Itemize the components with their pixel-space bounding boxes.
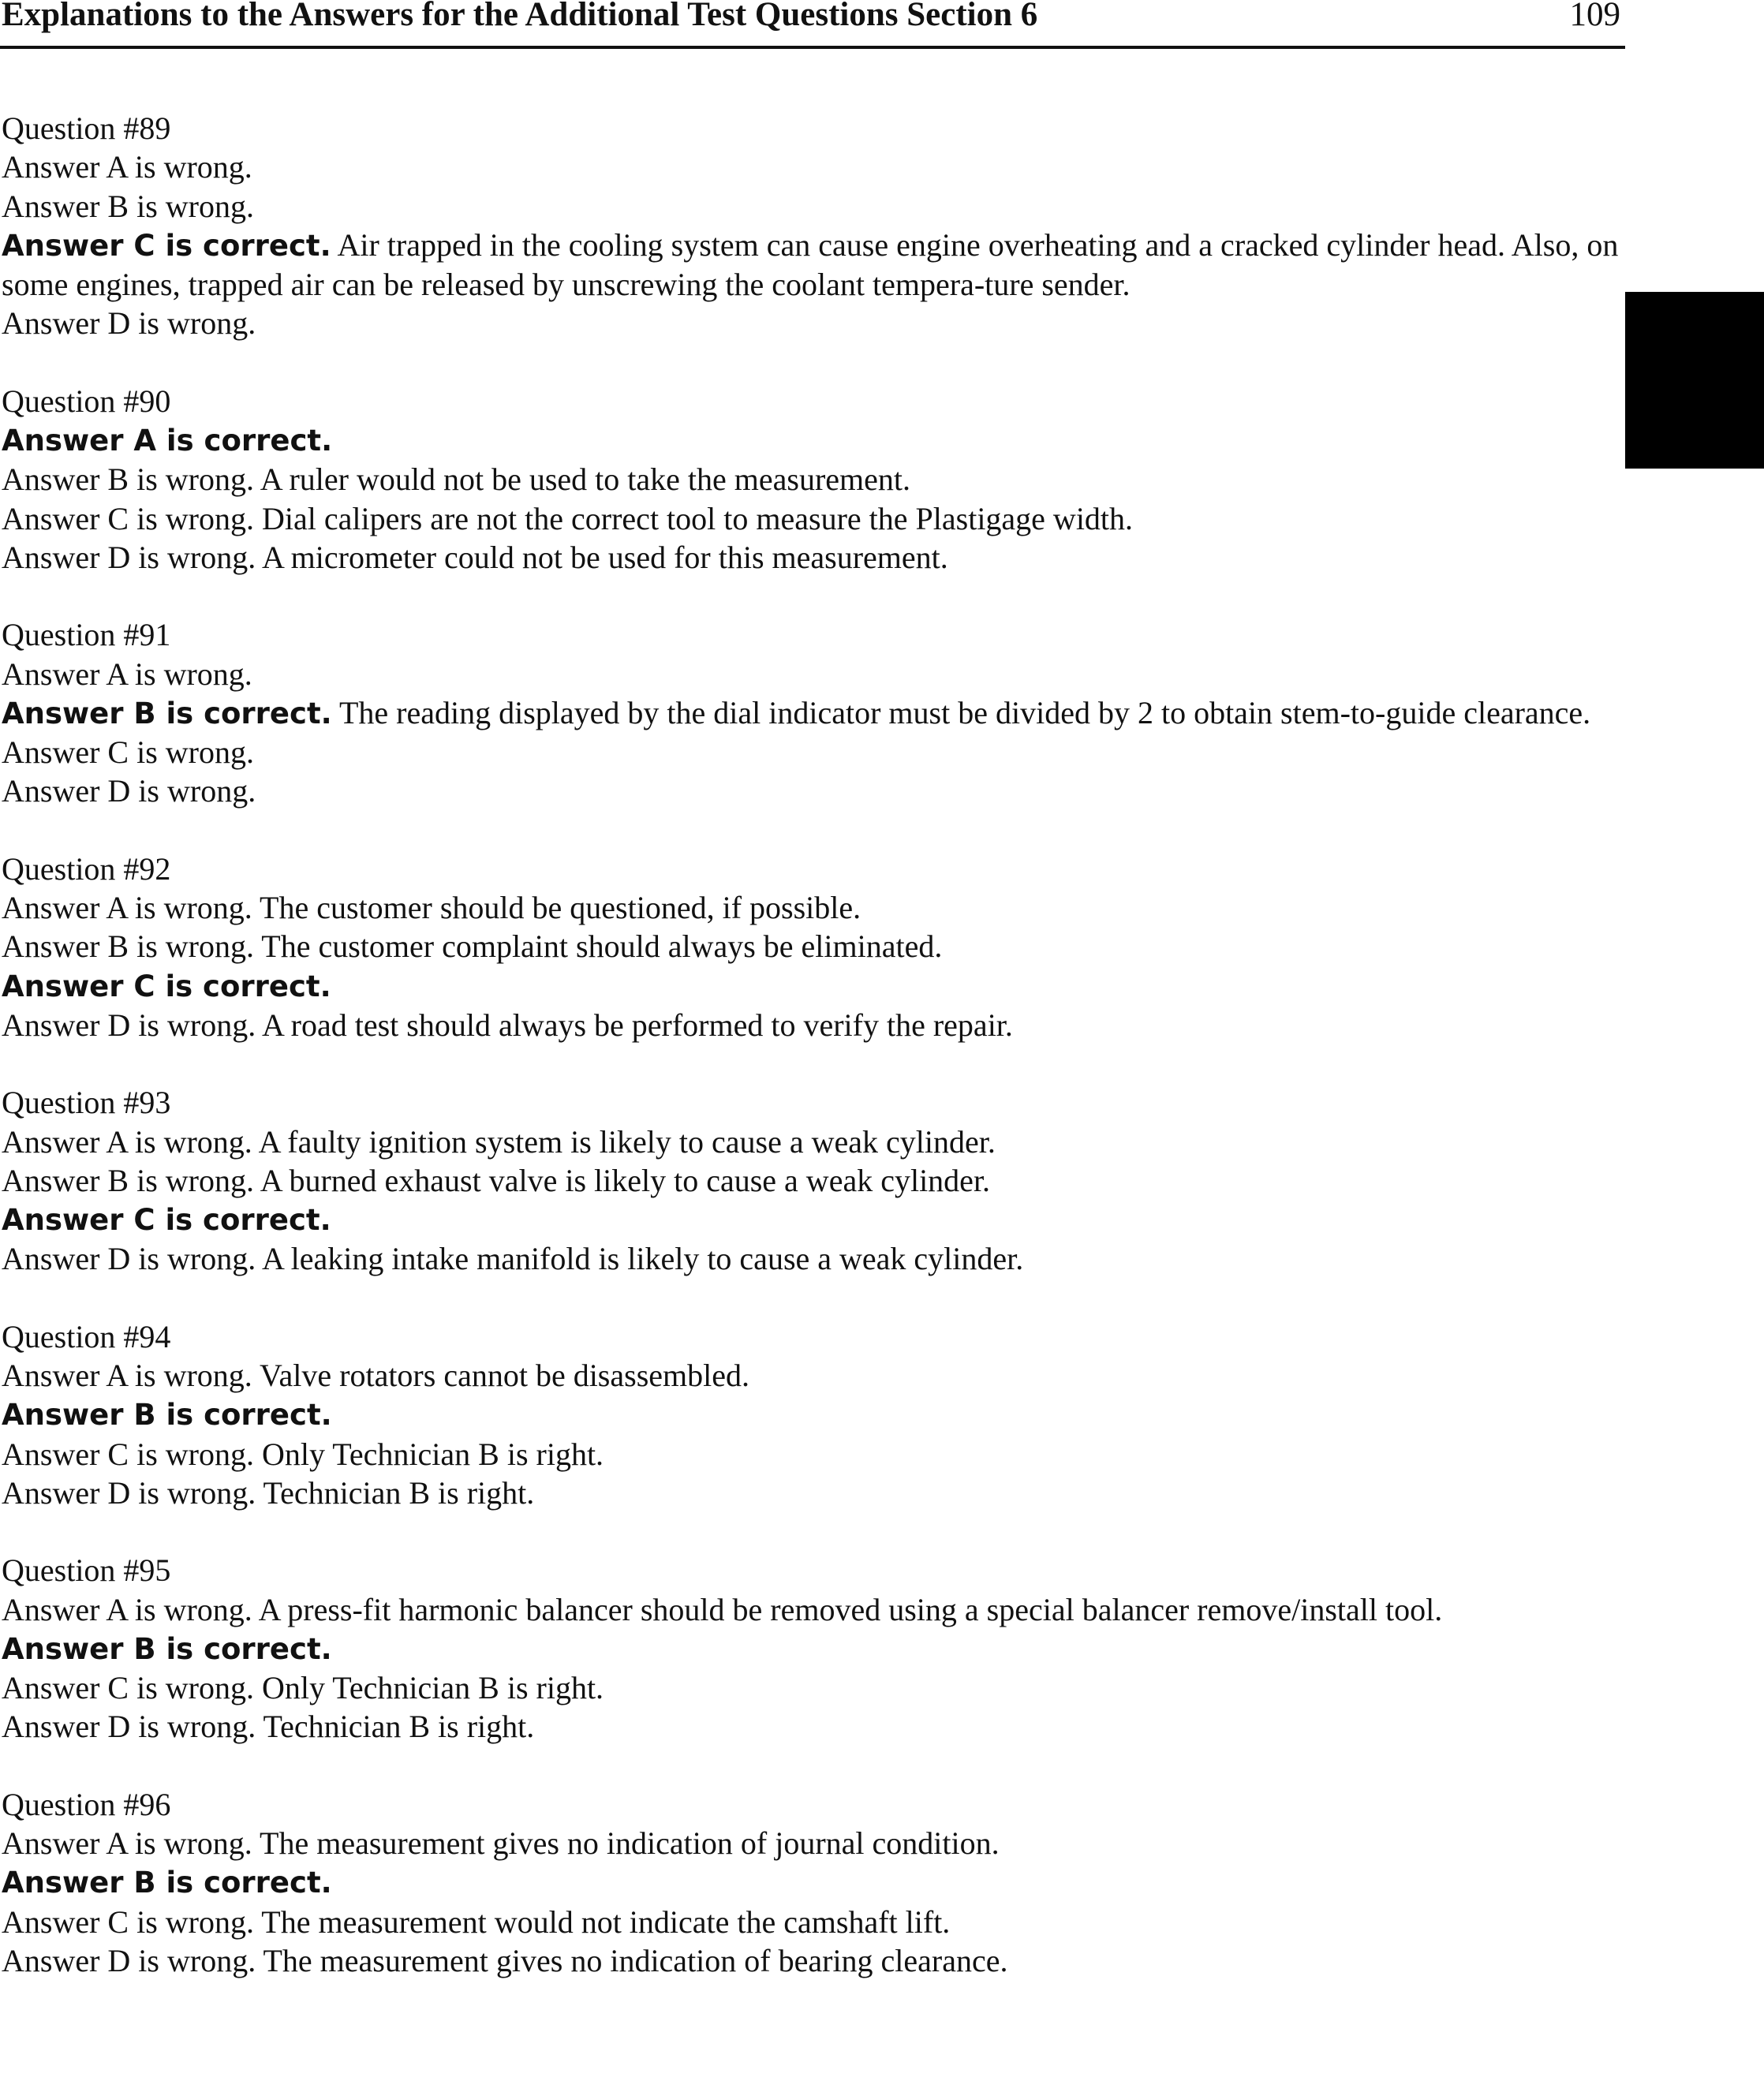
question-number: Question #92: [2, 850, 171, 887]
question-block: [2, 382, 1619, 577]
answer-lead: Answer C is wrong.: [2, 1903, 254, 1940]
answer-explanation: Only Technician B is right.: [253, 1670, 604, 1706]
answer-explanation: The reading displayed by the dial indicator must be divided by 2 to obtain stem-to-guide clearance.: [331, 694, 1591, 730]
answer-explanation: Technician B is right.: [256, 1709, 535, 1745]
answer-explanation: A leaking intake manifold is likely to cause a weak cylinder.: [256, 1241, 1024, 1277]
answer-line: [2, 966, 1619, 1006]
answer-line: [2, 1903, 1619, 1941]
answer-lead: Answer D is wrong.: [2, 539, 256, 575]
answer-explanation: Valve rotators cannot be disassembled.: [252, 1358, 749, 1394]
answer-explanation: Air trapped in the cooling system can cause engine overheating and a cracked cylinder head. Also, on some engines, trapped air can be released by unscrewing the coolant tempera-ture sender.: [2, 226, 1627, 303]
answer-line: [2, 1941, 1619, 1980]
answer-line: [2, 1824, 1619, 1862]
question-number: Question #93: [2, 1085, 171, 1121]
answer-explanation: A press-fit harmonic balancer should be removed using a special balancer remove/install tool.: [252, 1591, 1443, 1627]
correct-answer-lead: Answer B is correct.: [2, 1866, 332, 1900]
correct-answer-lead: Answer C is correct.: [2, 969, 331, 1003]
answer-explanation: The measurement gives no indication of journal condition.: [252, 1825, 1000, 1861]
answer-lead: Answer A is wrong.: [2, 1825, 252, 1861]
question-number: Question #94: [2, 1318, 171, 1354]
answer-line: [2, 1123, 1619, 1161]
correct-answer-lead: Answer B is correct.: [2, 1398, 332, 1433]
answer-line: [2, 1356, 1619, 1395]
answer-lead: Answer D is wrong.: [2, 1241, 256, 1277]
answer-explanation: Only Technician B is right.: [253, 1436, 604, 1472]
answer-explanation: A road test should always be performed to verify the repair.: [256, 1007, 1013, 1043]
answer-line: [2, 1629, 1619, 1668]
page-header: [0, 0, 1625, 49]
question-number: Question #89: [2, 110, 171, 146]
answer-line: [2, 1668, 1619, 1707]
answer-lead: Answer D is wrong.: [2, 1942, 256, 1978]
answer-lead: Answer A is wrong.: [2, 890, 252, 926]
correct-answer-lead: Answer C is correct.: [2, 228, 331, 263]
answer-lead: Answer B is wrong.: [2, 461, 254, 498]
answer-lead: Answer B is wrong.: [2, 1162, 254, 1198]
answer-line: [2, 420, 1619, 460]
answer-lead: Answer C is wrong.: [2, 1436, 254, 1472]
answer-line: [2, 187, 1619, 226]
question-block: [2, 1083, 1619, 1278]
correct-answer-lead: Answer B is correct.: [2, 1631, 332, 1666]
answer-explanation: Dial calipers are not the correct tool to measure the Plastigage width.: [253, 500, 1134, 536]
answer-explanation: A faulty ignition system is likely to cause a weak cylinder.: [252, 1123, 996, 1160]
answer-line: [2, 927, 1619, 966]
answer-lead: Answer C is wrong.: [2, 500, 254, 536]
answer-line: [2, 655, 1619, 693]
answer-line: [2, 693, 1619, 733]
answer-lead: Answer C is wrong.: [2, 734, 254, 771]
answer-line: [2, 1161, 1619, 1200]
answer-line: [2, 1590, 1619, 1629]
answer-lead: Answer B is wrong.: [2, 928, 254, 965]
answer-explanation: The customer should be questioned, if possible.: [252, 890, 861, 926]
answer-explanation: The customer complaint should always be eliminated.: [253, 928, 943, 965]
answer-line: [2, 1474, 1619, 1512]
answer-line: [2, 1006, 1619, 1044]
answer-lead: Answer A is wrong.: [2, 1591, 252, 1627]
answer-line: [2, 538, 1619, 577]
question-block: [2, 1785, 1619, 1980]
question-number: Question #96: [2, 1786, 171, 1822]
answer-explanation: A burned exhaust valve is likely to cause a weak cylinder.: [253, 1162, 991, 1198]
answer-line: [2, 1862, 1619, 1902]
answer-explanation: A ruler would not be used to take the measurement.: [253, 461, 910, 498]
question-number: Question #95: [2, 1552, 171, 1589]
answer-line: [2, 304, 1619, 342]
question-number: Question #91: [2, 617, 171, 653]
question-block: [2, 1551, 1619, 1746]
question-number: Question #90: [2, 383, 171, 419]
answer-explanation: A micrometer could not be used for this measurement.: [256, 539, 948, 575]
correct-answer-lead: Answer A is correct.: [2, 424, 333, 458]
answer-lead: Answer A is wrong.: [2, 656, 252, 692]
answer-lead: Answer D is wrong.: [2, 305, 256, 342]
answer-lead: Answer B is wrong.: [2, 188, 254, 224]
question-block: [2, 1317, 1619, 1512]
page-title: Explanations to the Answers for the Additional Test Questions Section 6: [2, 0, 1038, 33]
answer-line: [2, 148, 1619, 186]
answer-lead: Answer D is wrong.: [2, 1709, 256, 1745]
answer-line: [2, 1395, 1619, 1434]
question-block: [2, 109, 1627, 343]
answer-line: [2, 888, 1619, 927]
answer-lead: Answer D is wrong.: [2, 1007, 256, 1043]
question-block: [2, 850, 1619, 1044]
answer-lead: Answer A is wrong.: [2, 149, 252, 185]
answer-line: [2, 771, 1619, 810]
answer-line: [2, 1239, 1619, 1278]
answer-lead: Answer D is wrong.: [2, 1474, 256, 1511]
answer-line: [2, 1707, 1619, 1746]
answer-line: [2, 499, 1619, 538]
correct-answer-lead: Answer C is correct.: [2, 1203, 331, 1238]
question-block: [2, 615, 1619, 810]
answer-explanation: The measurement gives no indication of bearing clearance.: [256, 1942, 1008, 1978]
answer-line: [2, 460, 1619, 499]
section-tab-marker: [1625, 292, 1764, 469]
answer-lead: Answer A is wrong.: [2, 1358, 252, 1394]
answer-explanation: The measurement would not indicate the camshaft lift.: [253, 1903, 951, 1940]
answer-explanation: Technician B is right.: [256, 1474, 535, 1511]
answer-line: [2, 1200, 1619, 1239]
answer-line: [2, 733, 1619, 771]
answer-line: [2, 1435, 1619, 1474]
page-number: 109: [1569, 0, 1620, 33]
answer-line: [2, 226, 1627, 304]
answer-lead: Answer C is wrong.: [2, 1670, 254, 1706]
answer-lead: Answer D is wrong.: [2, 773, 256, 809]
correct-answer-lead: Answer B is correct.: [2, 696, 332, 730]
answer-explanations: [2, 109, 1627, 2019]
answer-lead: Answer A is wrong.: [2, 1123, 252, 1160]
